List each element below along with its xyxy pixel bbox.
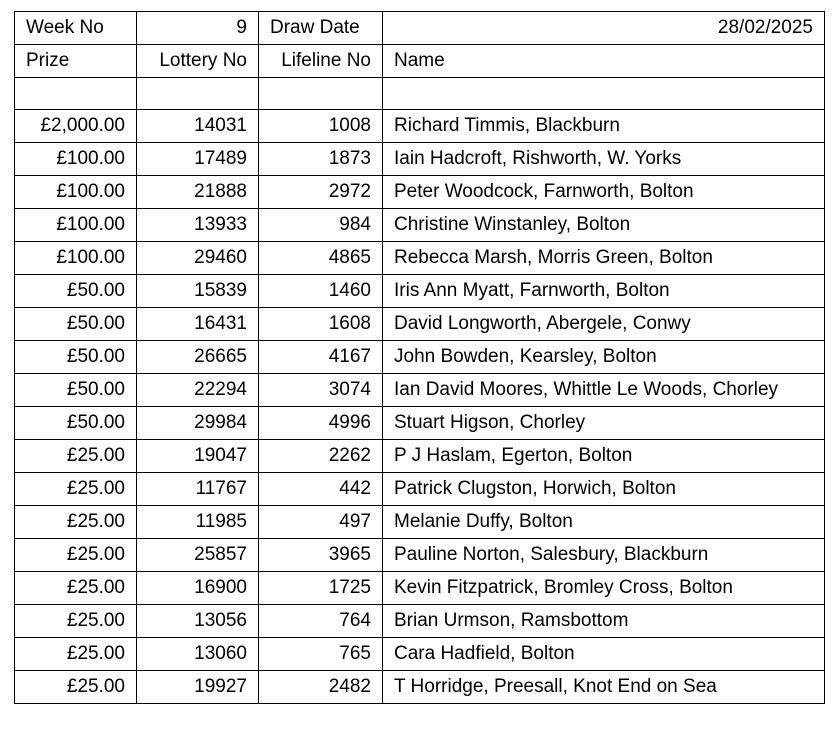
lifeline-no-cell: 984: [259, 209, 383, 242]
lottery-no-cell: 22294: [137, 374, 259, 407]
lifeline-no-cell: 1725: [259, 572, 383, 605]
draw-info-row: [15, 12, 825, 45]
name-cell: Christine Winstanley, Bolton: [383, 209, 825, 242]
name-cell: Brian Urmson, Ramsbottom: [383, 605, 825, 638]
blank-cell: [137, 78, 259, 110]
winner-row: [15, 176, 825, 209]
name-cell: Ian David Moores, Whittle Le Woods, Chorley: [383, 374, 825, 407]
name-cell: Kevin Fitzpatrick, Bromley Cross, Bolton: [383, 572, 825, 605]
winner-row: [15, 473, 825, 506]
lottery-no-header: Lottery No: [137, 45, 259, 78]
lifeline-no-cell: 4996: [259, 407, 383, 440]
lifeline-no-cell: 1873: [259, 143, 383, 176]
prize-cell: £50.00: [15, 341, 137, 374]
lifeline-no-cell: 1608: [259, 308, 383, 341]
prize-cell: £100.00: [15, 209, 137, 242]
lottery-no-cell: 15839: [137, 275, 259, 308]
winner-row: [15, 407, 825, 440]
winner-row: [15, 242, 825, 275]
prize-cell: £50.00: [15, 308, 137, 341]
prize-cell: £50.00: [15, 374, 137, 407]
name-cell: John Bowden, Kearsley, Bolton: [383, 341, 825, 374]
prize-cell: £25.00: [15, 473, 137, 506]
lottery-no-cell: 19927: [137, 671, 259, 704]
winner-row: [15, 209, 825, 242]
winner-row: [15, 605, 825, 638]
blank-cell: [259, 78, 383, 110]
lifeline-no-cell: 765: [259, 638, 383, 671]
blank-cell: [15, 78, 137, 110]
prize-cell: £25.00: [15, 671, 137, 704]
lottery-no-cell: 25857: [137, 539, 259, 572]
lottery-no-cell: 14031: [137, 110, 259, 143]
name-cell: Pauline Norton, Salesbury, Blackburn: [383, 539, 825, 572]
lifeline-no-cell: 2262: [259, 440, 383, 473]
blank-cell: [383, 78, 825, 110]
lifeline-no-cell: 3074: [259, 374, 383, 407]
lifeline-no-cell: 3965: [259, 539, 383, 572]
name-cell: Cara Hadfield, Bolton: [383, 638, 825, 671]
draw-date-label: Draw Date: [259, 12, 383, 45]
winner-row: [15, 374, 825, 407]
winner-row: [15, 341, 825, 374]
lottery-no-cell: 13933: [137, 209, 259, 242]
prize-cell: £25.00: [15, 506, 137, 539]
prize-cell: £50.00: [15, 407, 137, 440]
name-cell: Stuart Higson, Chorley: [383, 407, 825, 440]
prize-cell: £100.00: [15, 143, 137, 176]
winner-row: [15, 308, 825, 341]
prize-header: Prize: [15, 45, 137, 78]
name-cell: Peter Woodcock, Farnworth, Bolton: [383, 176, 825, 209]
name-cell: P J Haslam, Egerton, Bolton: [383, 440, 825, 473]
lifeline-no-cell: 4167: [259, 341, 383, 374]
name-cell: Iain Hadcroft, Rishworth, W. Yorks: [383, 143, 825, 176]
winner-row: [15, 638, 825, 671]
lottery-no-cell: 13056: [137, 605, 259, 638]
name-cell: Rebecca Marsh, Morris Green, Bolton: [383, 242, 825, 275]
lifeline-no-cell: 764: [259, 605, 383, 638]
lottery-no-cell: 16900: [137, 572, 259, 605]
lottery-no-cell: 16431: [137, 308, 259, 341]
name-header: Name: [383, 45, 825, 78]
lottery-no-cell: 11985: [137, 506, 259, 539]
prize-cell: £2,000.00: [15, 110, 137, 143]
blank-row: [15, 78, 825, 110]
lottery-no-cell: 26665: [137, 341, 259, 374]
lottery-no-cell: 21888: [137, 176, 259, 209]
name-cell: David Longworth, Abergele, Conwy: [383, 308, 825, 341]
winner-row: [15, 275, 825, 308]
lottery-no-cell: 11767: [137, 473, 259, 506]
prize-cell: £25.00: [15, 572, 137, 605]
lottery-no-cell: 13060: [137, 638, 259, 671]
prize-cell: £100.00: [15, 242, 137, 275]
name-cell: T Horridge, Preesall, Knot End on Sea: [383, 671, 825, 704]
week-no-label: Week No: [15, 12, 137, 45]
winner-row: [15, 572, 825, 605]
lifeline-no-cell: 1460: [259, 275, 383, 308]
prize-cell: £25.00: [15, 539, 137, 572]
lottery-no-cell: 29460: [137, 242, 259, 275]
lottery-no-cell: 29984: [137, 407, 259, 440]
winner-row: [15, 143, 825, 176]
lifeline-no-cell: 497: [259, 506, 383, 539]
name-cell: Richard Timmis, Blackburn: [383, 110, 825, 143]
winner-row: [15, 506, 825, 539]
prize-cell: £25.00: [15, 605, 137, 638]
lifeline-no-cell: 2972: [259, 176, 383, 209]
prize-cell: £100.00: [15, 176, 137, 209]
name-cell: Iris Ann Myatt, Farnworth, Bolton: [383, 275, 825, 308]
lottery-no-cell: 19047: [137, 440, 259, 473]
prize-cell: £25.00: [15, 638, 137, 671]
lifeline-no-cell: 1008: [259, 110, 383, 143]
winner-row: [15, 671, 825, 704]
lottery-no-cell: 17489: [137, 143, 259, 176]
prize-cell: £25.00: [15, 440, 137, 473]
week-no-value: 9: [137, 12, 259, 45]
draw-date-value: 28/02/2025: [383, 12, 825, 45]
column-header-row: [15, 45, 825, 78]
lifeline-no-cell: 442: [259, 473, 383, 506]
winner-row: [15, 440, 825, 473]
prize-cell: £50.00: [15, 275, 137, 308]
winner-row: [15, 539, 825, 572]
lifeline-no-cell: 2482: [259, 671, 383, 704]
lottery-results-table: [14, 11, 825, 704]
lifeline-no-header: Lifeline No: [259, 45, 383, 78]
winner-row: [15, 110, 825, 143]
name-cell: Melanie Duffy, Bolton: [383, 506, 825, 539]
name-cell: Patrick Clugston, Horwich, Bolton: [383, 473, 825, 506]
lifeline-no-cell: 4865: [259, 242, 383, 275]
